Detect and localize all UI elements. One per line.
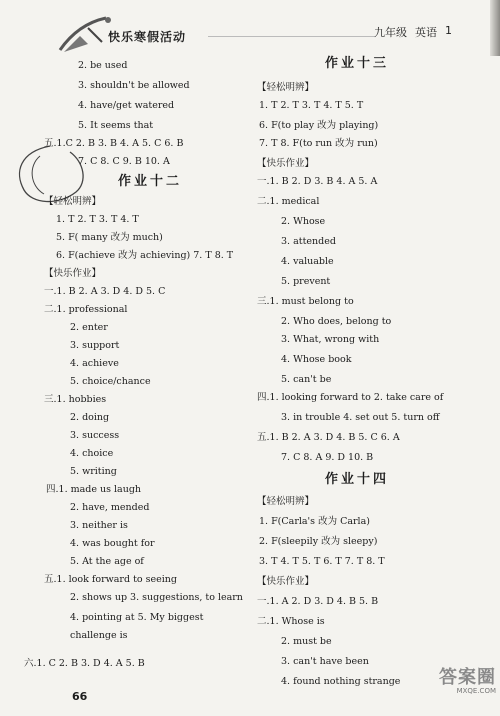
answer-line: 3. in trouble 4. set out 5. turn off [281,412,440,423]
section-title-fourteen: 作业十四 [325,472,390,487]
answer-line: 4. found nothing strange [281,676,401,687]
answer-line: 7. T 8. F(to run 改为 run) [259,138,378,149]
section-title-twelve: 作业十二 [118,174,183,189]
answer-line: 2. be used [78,60,128,71]
watermark-logo [439,668,496,695]
section-tag: 【快乐作业】 [44,268,102,279]
answer-line: 3. neither is [70,520,128,531]
answer-line: 5. can't be [281,374,332,385]
answer-line: 4. was bought for [70,538,155,549]
section-tag: 【轻松明辨】 [257,496,315,507]
section-tag: 【轻松明辨】 [44,196,102,207]
answer-line: 二.1. professional [44,304,128,315]
answer-line: 四.1. looking forward to 2. take care of [257,392,444,403]
answer-line: 4. pointing at 5. My biggest [70,612,204,623]
answer-line: 3. success [70,430,120,441]
answer-line: 4. have/get watered [78,100,175,111]
answer-line: 1. F(Carla's 改为 Carla) [259,516,370,527]
banner-title: 快乐寒假活动 [108,30,187,44]
answer-line: 四.1. made us laugh [46,484,142,495]
answer-line: 1. T 2. T 3. T 4. T [56,214,139,225]
answer-line: 4. achieve [70,358,119,369]
answer-line: 5. It seems that [78,120,154,131]
answer-line: 六.1. C 2. B 3. D 4. A 5. B [24,658,145,669]
subject-label: 英语 [415,26,437,39]
section-tag: 【快乐作业】 [257,576,315,587]
answer-line: 3. shouldn't be allowed [78,80,190,91]
answer-line: challenge is [70,630,128,641]
answer-line: 6. F(to play 改为 playing) [259,120,379,131]
watermark-url: MXQE.COM [456,686,496,695]
section-title-thirteen: 作业十三 [325,56,390,71]
answer-line: 二.1. medical [257,196,320,207]
answer-line: 2. doing [70,412,110,423]
answer-line: 4. choice [70,448,114,459]
answer-line: 三.1. must belong to [257,296,354,307]
answer-line: 2. shows up 3. suggestions, to learn [70,592,243,603]
answer-line: 3. What, wrong with [281,334,380,345]
answer-line: 5. At the age of [70,556,144,567]
section-tag: 【快乐作业】 [257,158,315,169]
answer-line: 3. attended [281,236,336,247]
answer-line: 7. C 8. A 9. D 10. B [281,452,374,463]
answer-line: 一.1. A 2. D 3. D 4. B 5. B [257,596,379,607]
page-header [0,0,500,56]
answer-line: 2. F(sleepily 改为 sleepy) [259,536,378,547]
page-number: 66 [72,690,88,703]
answer-line: 2. enter [70,322,108,333]
answer-line: 一.1. B 2. A 3. D 4. D 5. C [44,286,166,297]
answer-line: 1. T 2. T 3. T 4. T 5. T [259,100,364,111]
answer-line: 二.1. Whose is [257,616,325,627]
answer-line: 一.1. B 2. D 3. B 4. A 5. A [257,176,378,187]
book-info [374,24,452,40]
page-edge-shadow [490,0,500,56]
answer-line: 5. F( many 改为 much) [56,232,163,243]
answer-line: 4. valuable [281,256,334,267]
answer-line: 5. writing [70,466,117,477]
volume-label: 1 [445,24,452,37]
answer-line: 7. C 8. C 9. B 10. A [78,156,170,167]
watermark-title: 答案圈 [439,667,496,688]
answer-line: 五.1. B 2. A 3. D 4. B 5. C 6. A [257,432,400,443]
answer-line: 3. support [70,340,120,351]
answer-line: 5. choice/chance [70,376,151,387]
answer-line: 3. T 4. T 5. T 6. T 7. T 8. T [259,556,385,567]
answer-line: 三.1. hobbies [44,394,107,405]
answer-line: 2. Who does, belong to [281,316,392,327]
answer-line: 2. have, mended [70,502,150,513]
grade-label: 九年级 [374,26,407,39]
header-divider [208,36,376,37]
answer-line: 五.1. look forward to seeing [44,574,177,585]
answer-line: 2. Whose [281,216,326,227]
answer-line: 2. must be [281,636,332,647]
answer-line: 4. Whose book [281,354,352,365]
answer-line: 5. prevent [281,276,331,287]
answer-line: 6. F(achieve 改为 achieving) 7. T 8. T [56,250,234,261]
section-tag: 【轻松明辨】 [257,82,315,93]
answer-line: 3. can't have been [281,656,369,667]
answer-line: 五.1.C 2. B 3. B 4. A 5. C 6. B [44,138,184,149]
